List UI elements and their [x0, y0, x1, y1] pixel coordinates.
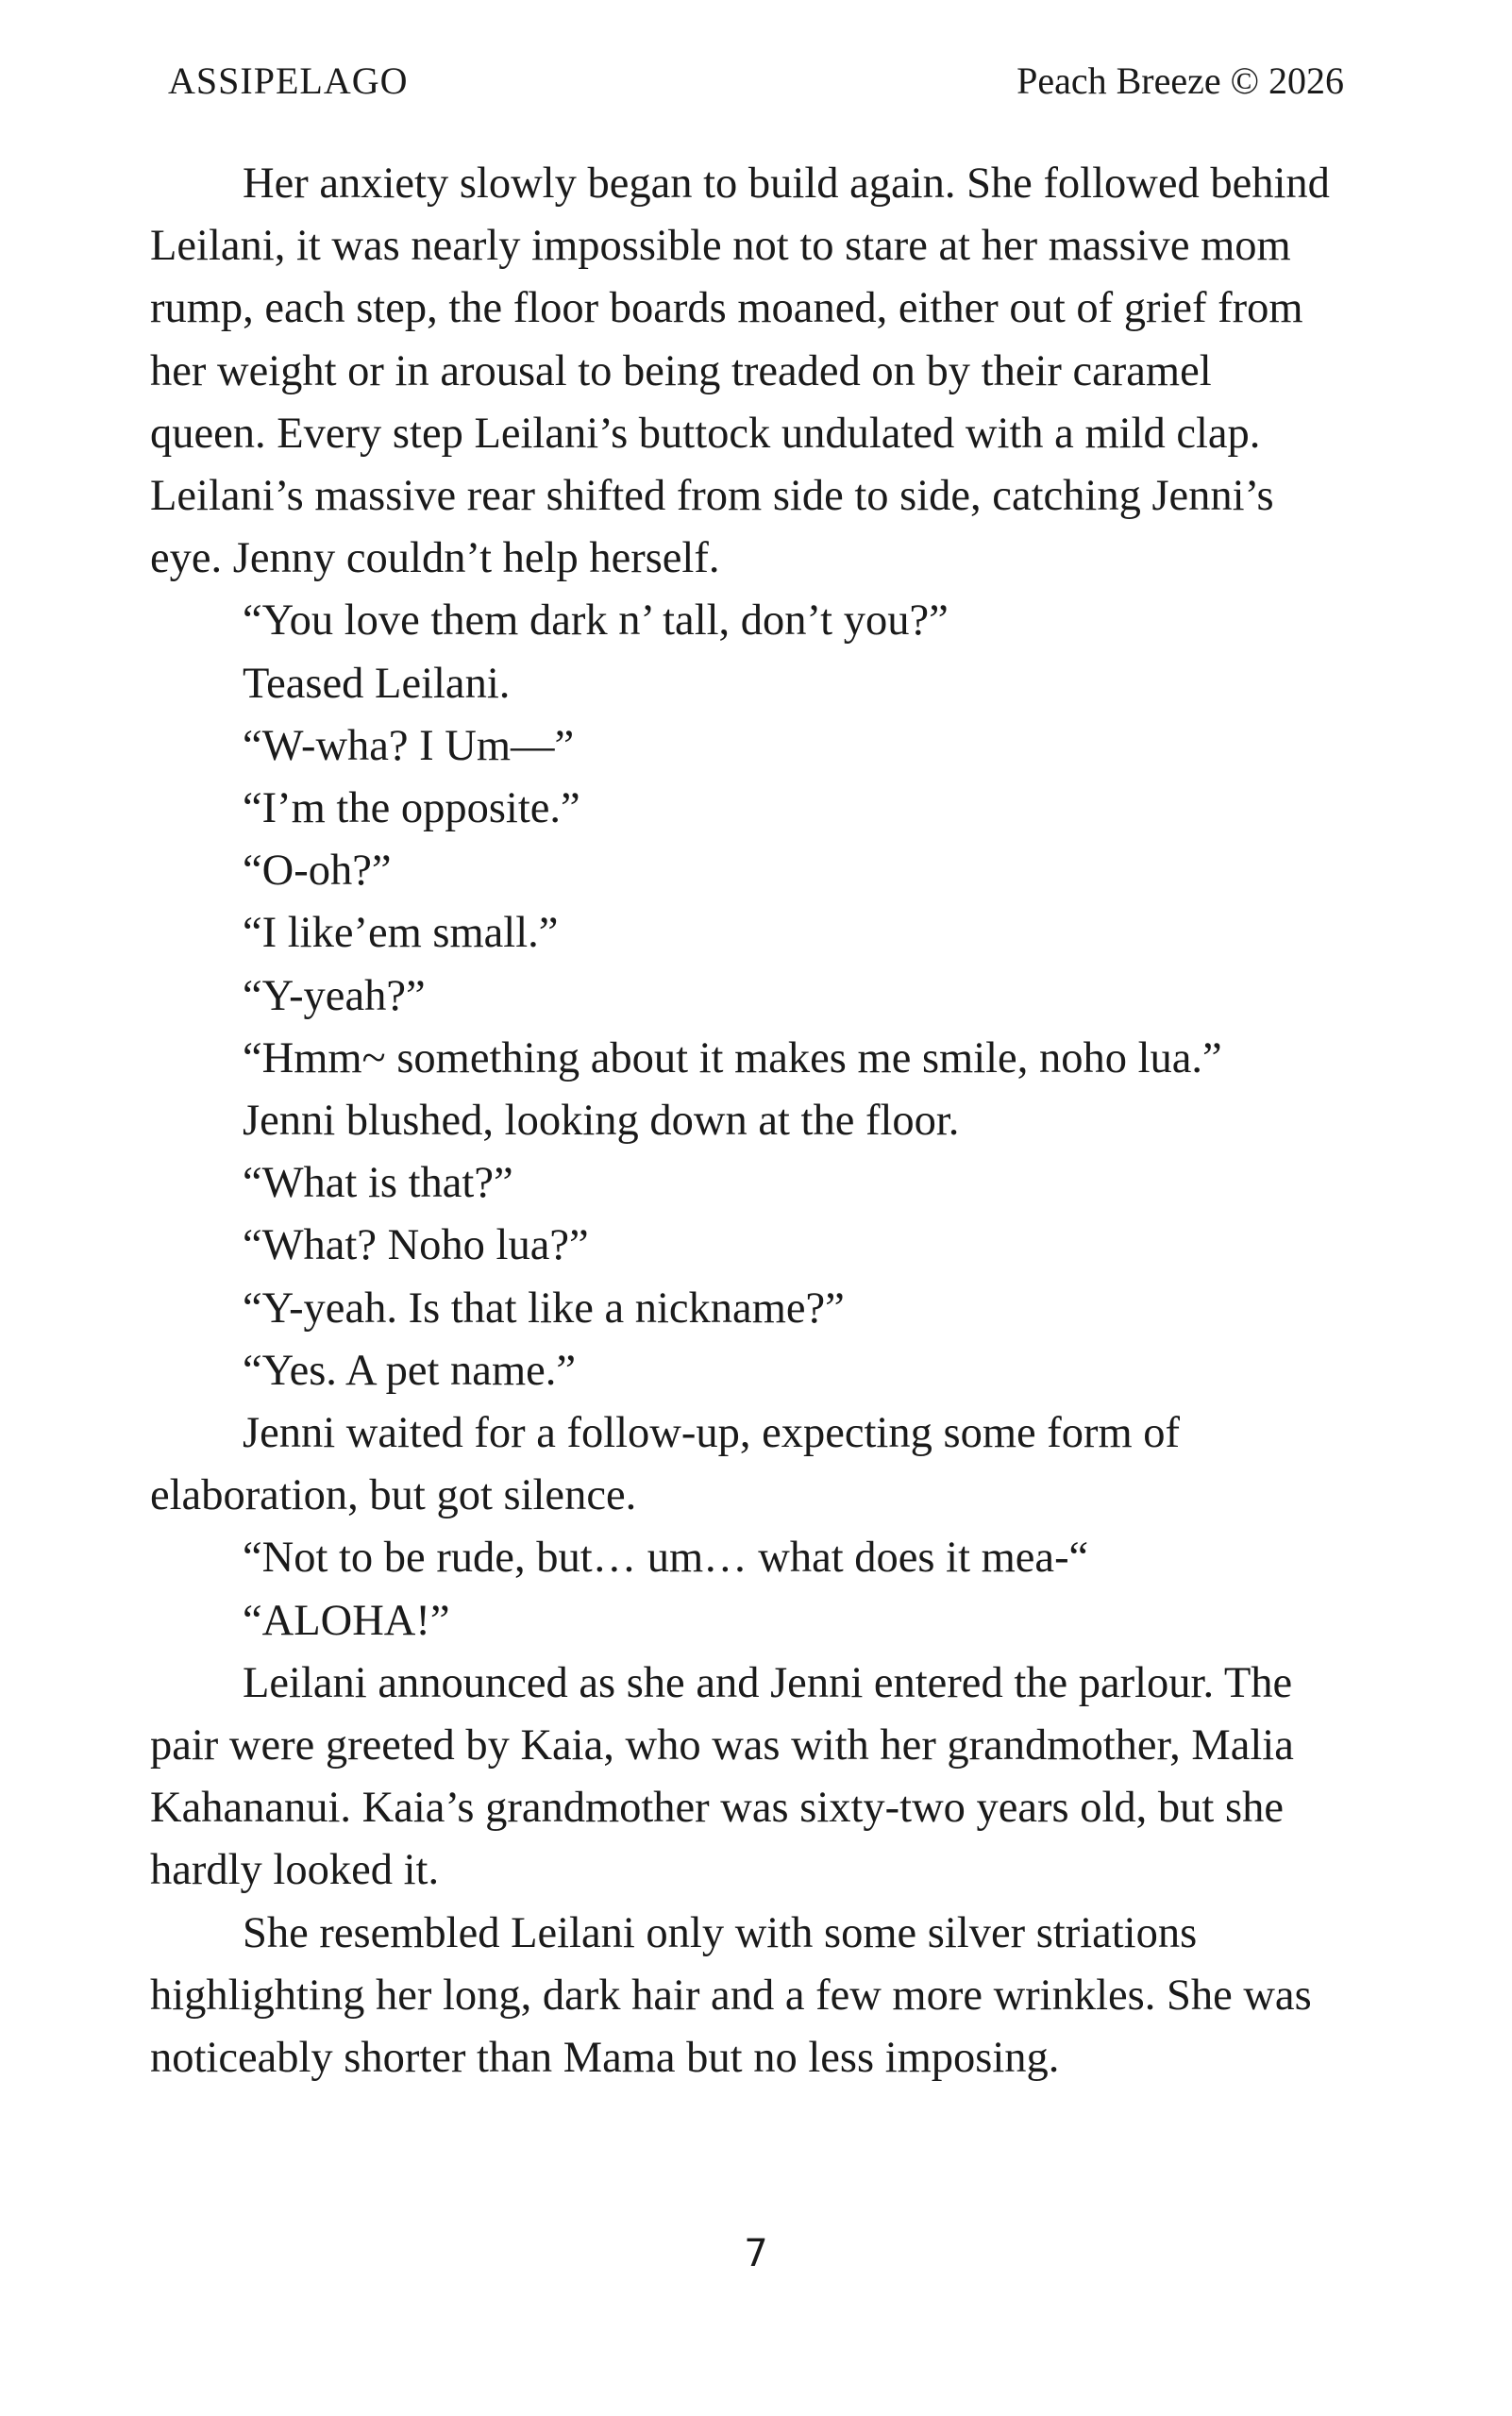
- running-header: [0, 59, 1512, 115]
- paragraph: “O-oh?”: [243, 847, 392, 896]
- paragraph: “I’m the opposite.”: [243, 784, 580, 833]
- paragraph: “ALOHA!”: [243, 1596, 450, 1645]
- paragraph: Her anxiety slowly began to build again. She followed behind Leilani, it was nearly impossible not to stare at her massive mom rump, each step, the floor boards moaned, either out of grief from her weight or in arousal to being treaded on by their caramel queen. Every step Leilani’s buttock undulated with a mild clap. Leilani’s massive rear shifted from side to side, catching Jenni’s eye. Jenny couldn’t help herself.: [150, 159, 1330, 583]
- paragraph: “Not to be rude, but… um… what does it mea-“: [243, 1534, 1089, 1583]
- paragraph: “W-wha? I Um—”: [243, 721, 575, 770]
- paragraph: Teased Leilani.: [243, 659, 511, 708]
- paragraph: “Yes. A pet name.”: [243, 1346, 577, 1395]
- paragraph: Jenni waited for a follow-up, expecting some form of elaboration, but got silence.: [150, 1409, 1181, 1520]
- page-body: [150, 153, 1330, 2089]
- paragraph: Leilani announced as she and Jenni entered the parlour. The pair were greeted by Kaia, who was with her grandmother, Malia Kahananui. Kaia’s grandmother was sixty-two years old, but she hardly looked it.: [150, 1658, 1294, 1895]
- paragraph: “Y-yeah. Is that like a nickname?”: [243, 1284, 845, 1333]
- paragraph: She resembled Leilani only with some silver striations highlighting her long, dark hair and a few more wrinkles. She was noticeably shorter than Mama but no less imposing.: [150, 1908, 1312, 2083]
- book-title: ASSIPELAGO: [168, 59, 409, 102]
- paragraph: “Y-yeah?”: [243, 971, 426, 1020]
- paragraph: “Hmm~ something about it makes me smile, noho lua.”: [243, 1033, 1222, 1082]
- paragraph: Jenni blushed, looking down at the floor.: [243, 1097, 960, 1146]
- page-number: 7: [744, 2232, 768, 2275]
- paragraph: “I like’em small.”: [243, 909, 559, 958]
- author-copyright: Peach Breeze © 2026: [1016, 59, 1344, 102]
- paragraph: “What? Noho lua?”: [243, 1221, 589, 1270]
- paragraph: “What is that?”: [243, 1159, 513, 1208]
- paragraph: “You love them dark n’ tall, don’t you?”: [243, 596, 949, 646]
